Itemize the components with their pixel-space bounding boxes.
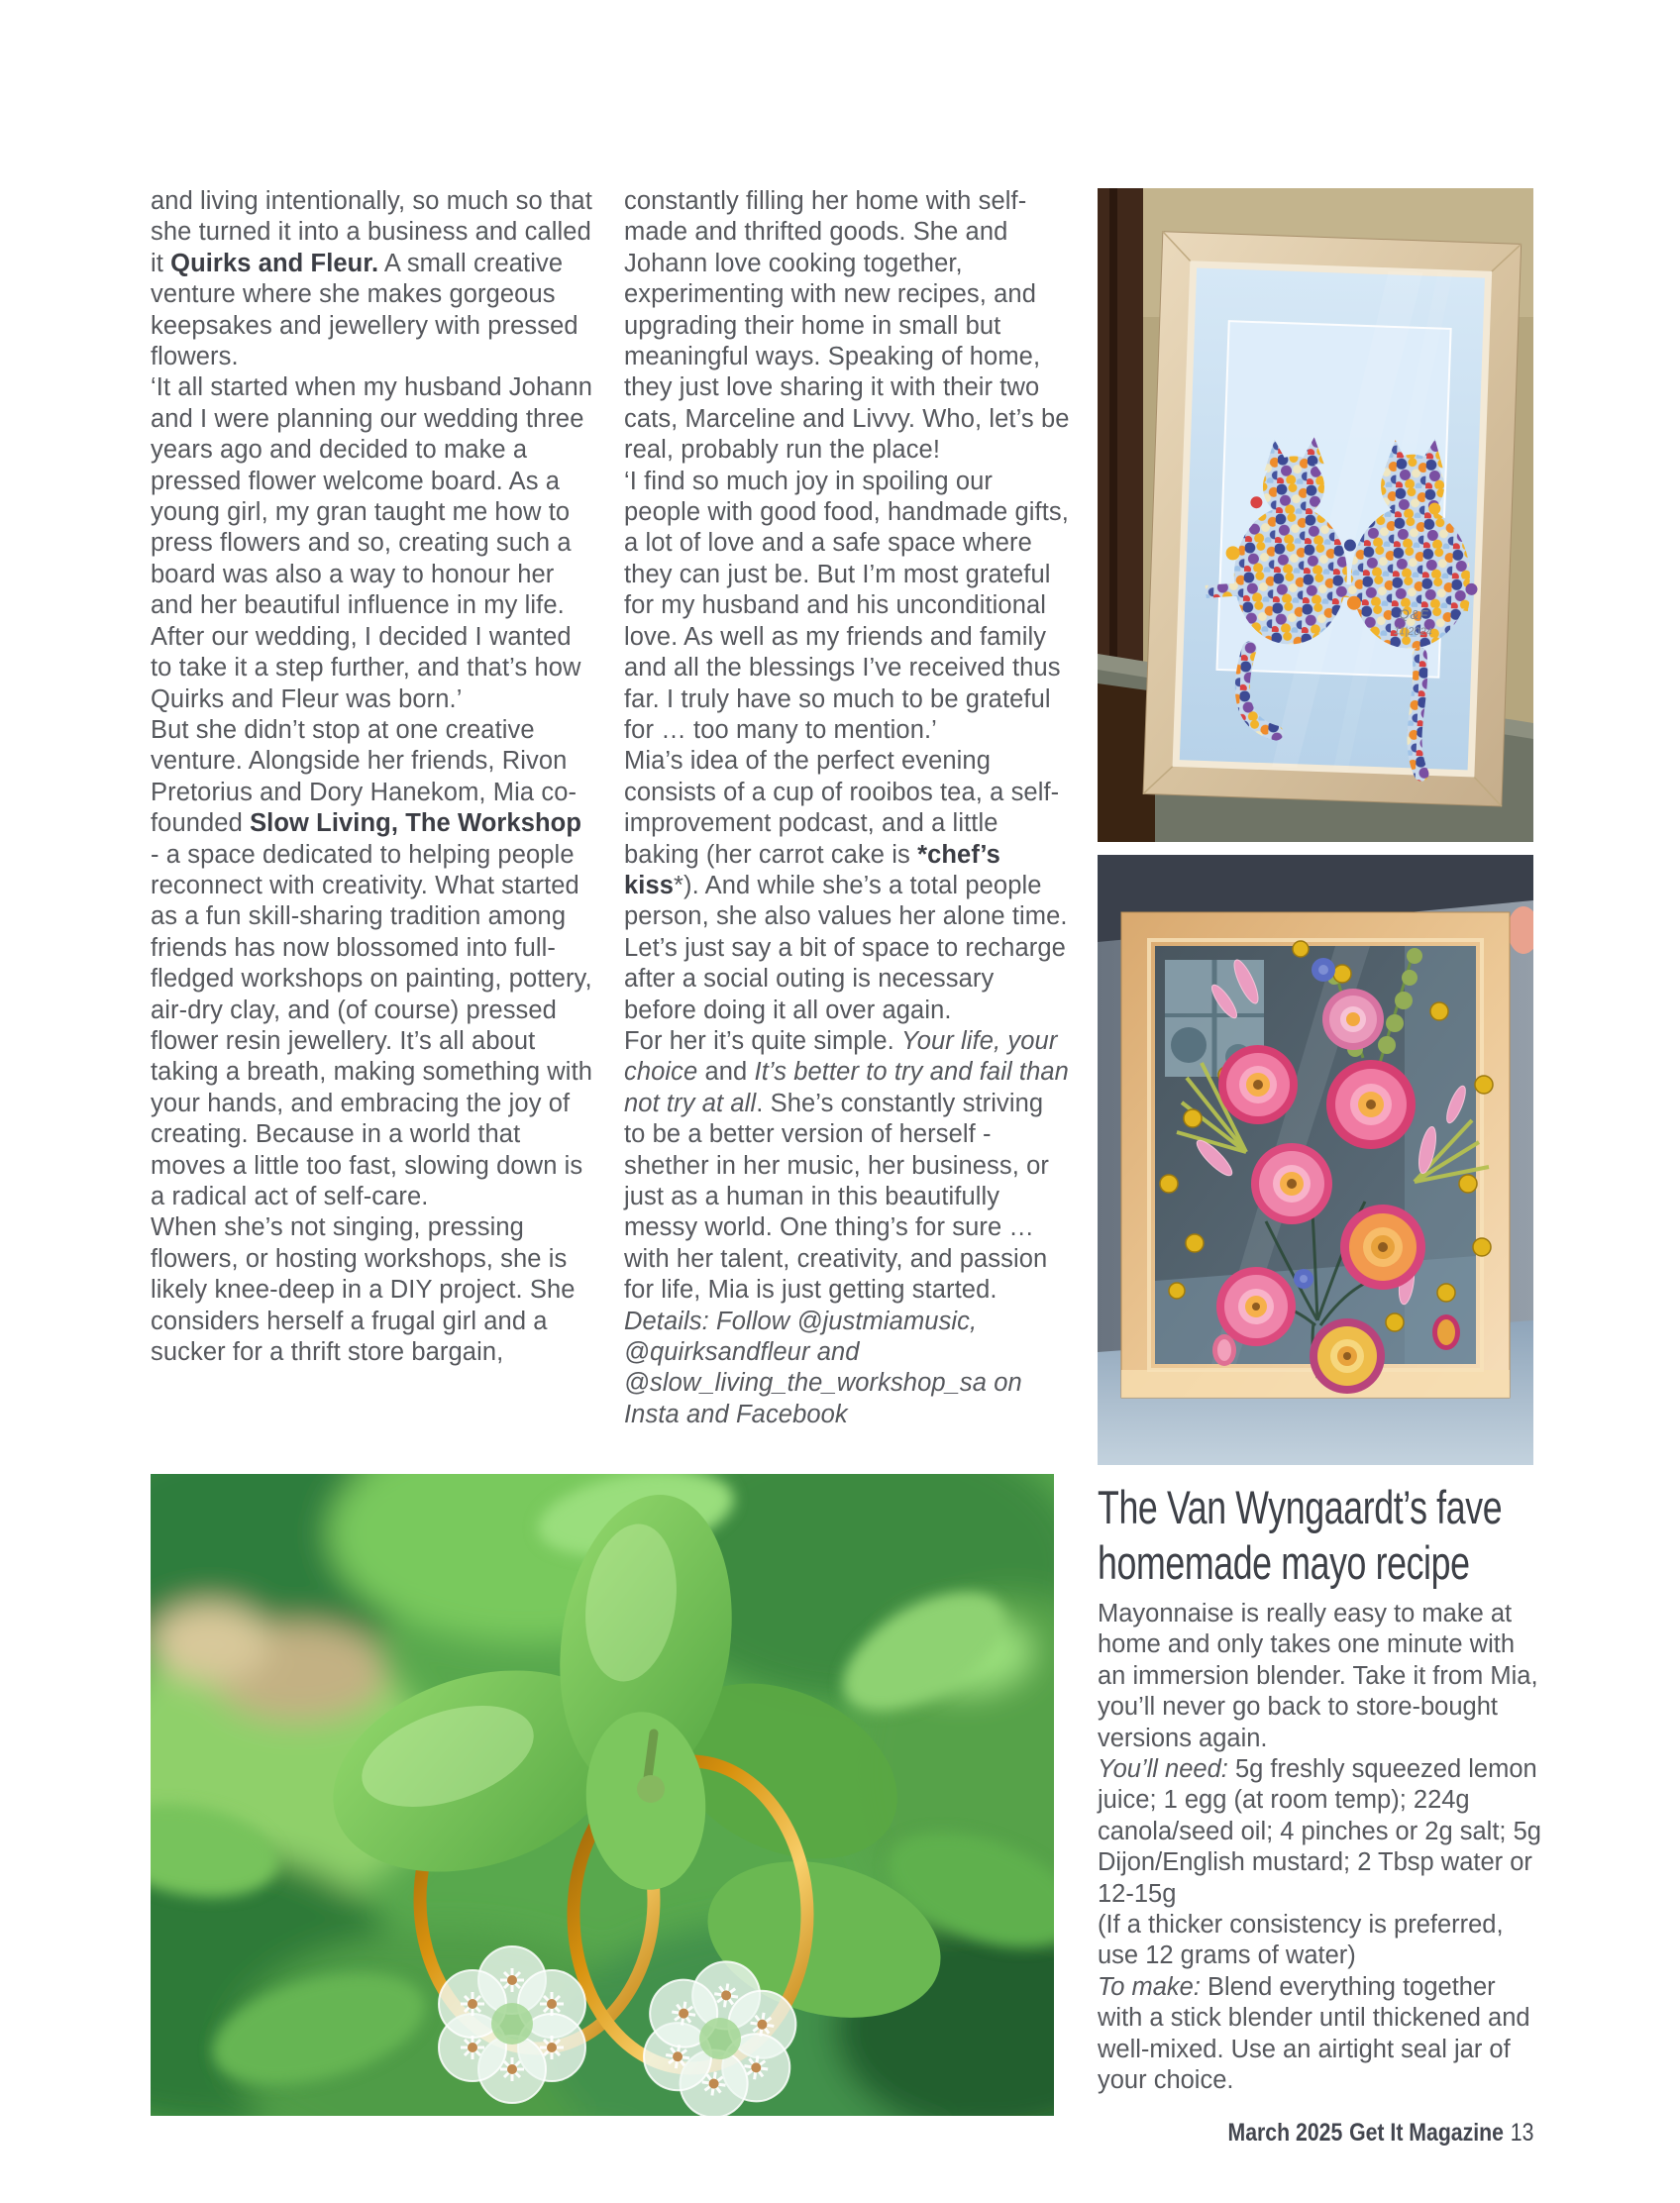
paragraph: For her it’s quite simple. Your life, your choice and It’s better to try and fail than not try at all. She’s constantly striving to be a better version of herself - shether in her music, her business, or just as a human in this beautifully messy world. One thing’s for sure … with her talent, creativity, and passion for life, Mia is just getting started. <box>624 1026 1069 1305</box>
recipe-title-line2: homemade mayo recipe <box>1098 1536 1470 1589</box>
earrings-illustration <box>151 1474 1054 2116</box>
recipe-sidebar <box>1098 1480 1545 2097</box>
article-column-middle <box>624 186 1070 1430</box>
cats-artwork-illustration <box>1098 188 1533 842</box>
paragraph: But she didn’t stop at one creative venture. Alongside her friends, Rivon Pretorius and Dory Hanekom, Mia co-founded Slow Living, The Workshop - a space dedicated to helping people reconnect with creativity. What started as a fun skill-sharing tradition among friends has now blossomed into full-fledged workshops on painting, pottery, air-dry clay, and (of course) pressed flower resin jewellery. It’s all about taking a breath, making something with your hands, and embracing the joy of creating. Because in a world that moves a little too fast, slowing down is a radical act of self-care. <box>151 715 593 1210</box>
page-footer <box>1098 2118 1533 2148</box>
artwork-signature-initials: Q&F <box>1399 606 1429 623</box>
paragraph: constantly filling her home with self-made and thrifted goods. She and Johann love cooking together, experimenting with new recipes, and upgrading their home in small but meaningful ways. Speaking of home, they just love sharing it with their two cats, Marceline and Livvy. Who, let’s be real, probably run the place! <box>624 187 1070 465</box>
paragraph: You’ll need: 5g freshly squeezed lemon juice; 1 egg (at room temp); 224g canola/seed oil; 4 pinches or 2g salt; 5g Dijon/English mustard; 2 Tbsp water or 12-15g <box>1098 1755 1541 1908</box>
article-column-left <box>151 186 596 1368</box>
footer-page-number: 13 <box>1510 2119 1533 2147</box>
recipe-title-line1: The Van Wyngaardt’s fave <box>1098 1481 1503 1533</box>
artwork-signature-date: 11|2024 <box>1393 625 1432 639</box>
paragraph: (If a thicker consistency is preferred, use 12 grams of water) <box>1098 1911 1504 1970</box>
footer-magazine-name: Get It Magazine <box>1348 2119 1504 2147</box>
paragraph: When she’s not singing, pressing flowers, or hosting workshops, she is likely knee-deep in a DIY project. She considers herself a frugal girl and a sucker for a thrift store bargain, <box>151 1213 576 1367</box>
recipe-title <box>1098 1480 1545 1591</box>
paragraph: ‘I find so much joy in spoiling our people with good food, handmade gifts, a lot of love and a safe space where they can just be. But I’m most grateful for my husband and his unconditional love. As well as my friends and family and all the blessings I’ve received thus far. I truly have so much to be grateful for … too many to mention.’ <box>624 467 1069 744</box>
framed-bouquet-photo <box>1098 855 1533 1465</box>
paragraph: Details: Follow @justmiamusic, @quirksandfleur and @slow_living_the_workshop_sa on Insta and Facebook <box>624 1307 1022 1428</box>
flower-earrings-photo <box>151 1474 1054 2116</box>
paragraph: and living intentionally, so much so that she turned it into a business and called it Quirks and Fleur. A small creative venture where she makes gorgeous keepsakes and jewellery with pressed flowers. <box>151 187 592 371</box>
paragraph: Mayonnaise is really easy to make at home and only takes one minute with an immersion blender. Take it from Mia, you’ll never go back to store-bought versions again. <box>1098 1600 1538 1752</box>
paragraph: To make: Blend everything together with a stick blender until thickened and well-mixed. Use an airtight seal jar of your choice. <box>1098 1972 1530 2095</box>
framed-cats-artwork-photo <box>1098 188 1533 842</box>
paragraph: Mia’s idea of the perfect evening consists of a cup of rooibos tea, a self-improvement podcast, and a little baking (her carrot cake is *chef’s kiss*). And while she’s a total people person, she also values her alone time. Let’s just say a bit of space to recharge after a social outing is necessary before doing it all over again. <box>624 747 1068 1024</box>
footer-issue-date: March 2025 <box>1227 2119 1342 2147</box>
paragraph: ‘It all started when my husband Johann and I were planning our wedding three years ago and decided to make a pressed flower welcome board. As a young girl, my gran taught me how to press flowers and so, creating such a board was also a way to honour her and her beautiful influence in my life. After our wedding, I decided I wanted to take it a step further, and that’s how Quirks and Fleur was born.’ <box>151 373 593 713</box>
bouquet-illustration <box>1098 855 1533 1465</box>
